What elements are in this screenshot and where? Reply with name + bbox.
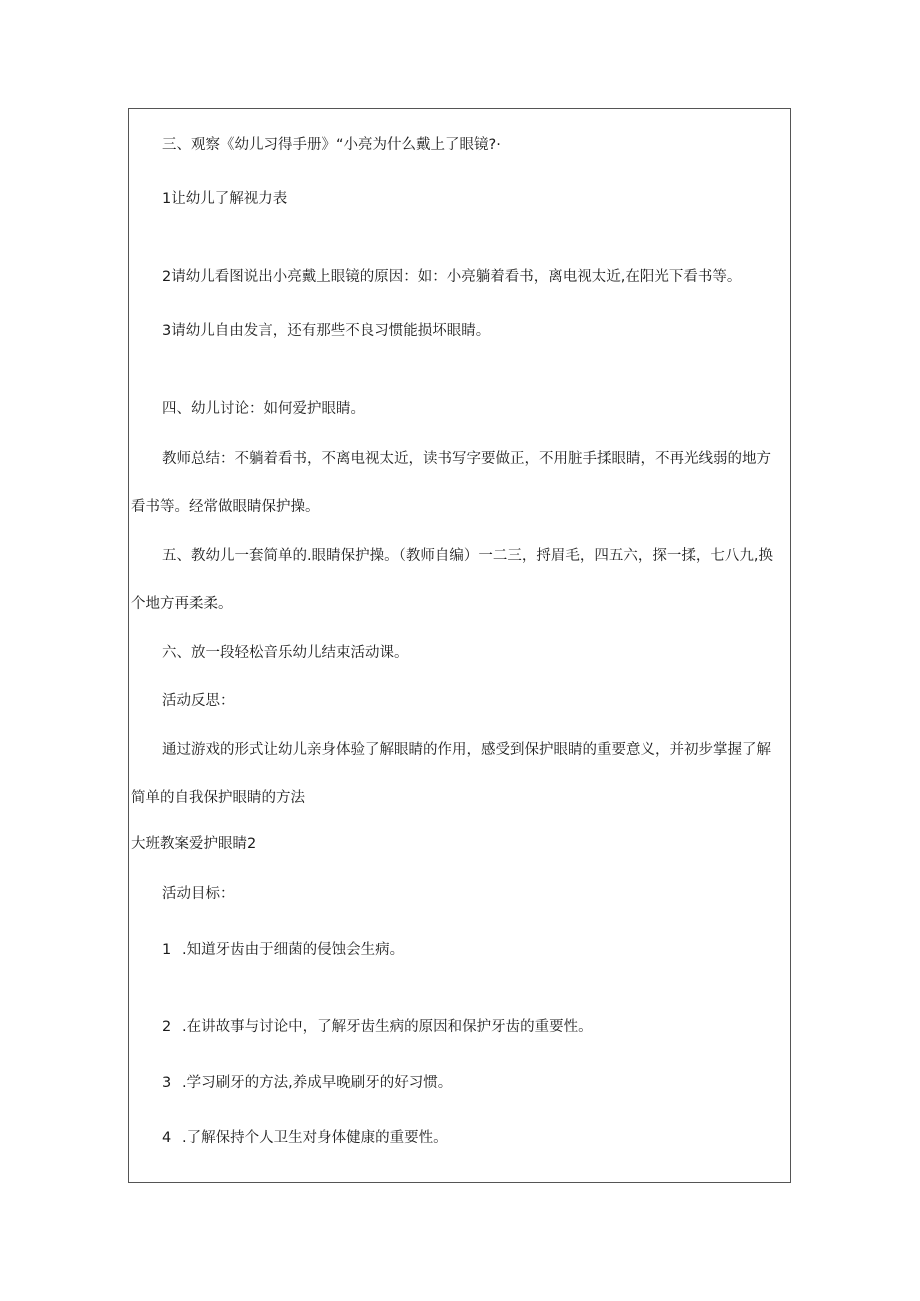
goal-number: 3 <box>162 1075 172 1091</box>
goal-text: .在讲故事与讨论中，了解牙齿生病的原因和保护牙齿的重要性。 <box>182 1019 593 1035</box>
lesson-title: 大班教案爱护眼睛2 <box>131 836 257 852</box>
paragraph-step-1: 1让幼儿了解视力表 <box>162 191 288 207</box>
section-three-heading: 三、观察《幼儿习得手册》“小亮为什么戴上了眼镜?· <box>162 137 501 153</box>
section-five-line-2: 个地方再柔柔。 <box>131 596 233 612</box>
goal-number: 4 <box>162 1130 172 1146</box>
teacher-summary-line-1: 教师总结：不躺着看书，不离电视太近，读书写字要做正，不用脏手揉眼睛，不再光线弱的地方 <box>162 451 771 467</box>
goal-item <box>162 1128 448 1148</box>
section-six-heading: 六、放一段轻松音乐幼儿结束活动课。 <box>162 645 409 661</box>
goal-number: 1 <box>162 942 172 958</box>
teacher-summary-line-2: 看书等。经常做眼睛保护操。 <box>131 499 320 515</box>
goal-text: .知道牙齿由于细菌的侵蚀会生病。 <box>182 942 405 958</box>
reflection-heading: 活动反思： <box>162 693 235 709</box>
goals-heading: 活动目标： <box>162 886 235 902</box>
paragraph-step-2: 2请幼儿看图说出小亮戴上眼镜的原因：如：小亮躺着看书，离电视太近,在阳光下看书等。 <box>162 269 742 285</box>
goal-item <box>162 1073 452 1093</box>
paragraph-step-3: 3请幼儿自由发言，还有那些不良习惯能损坏眼睛。 <box>162 323 491 339</box>
goal-item <box>162 1017 593 1037</box>
goal-item <box>162 940 404 960</box>
goal-number: 2 <box>162 1019 172 1035</box>
section-five-line-1: 五、教幼儿一套简单的.眼睛保护操。（教师自编）一二三，捋眉毛，四五六，探一揉，七八九,换 <box>162 548 773 564</box>
goal-text: .学习刷牙的方法,养成早晚刷牙的好习惯。 <box>182 1075 453 1091</box>
reflection-line-1: 通过游戏的形式让幼儿亲身体验了解眼睛的作用，感受到保护眼睛的重要意义，并初步掌握了解 <box>162 742 771 758</box>
section-four-heading: 四、幼儿讨论：如何爱护眼睛。 <box>162 401 365 417</box>
goal-text: .了解保持个人卫生对身体健康的重要性。 <box>182 1130 448 1146</box>
reflection-line-2: 简单的自我保护眼睛的方法 <box>131 790 305 806</box>
